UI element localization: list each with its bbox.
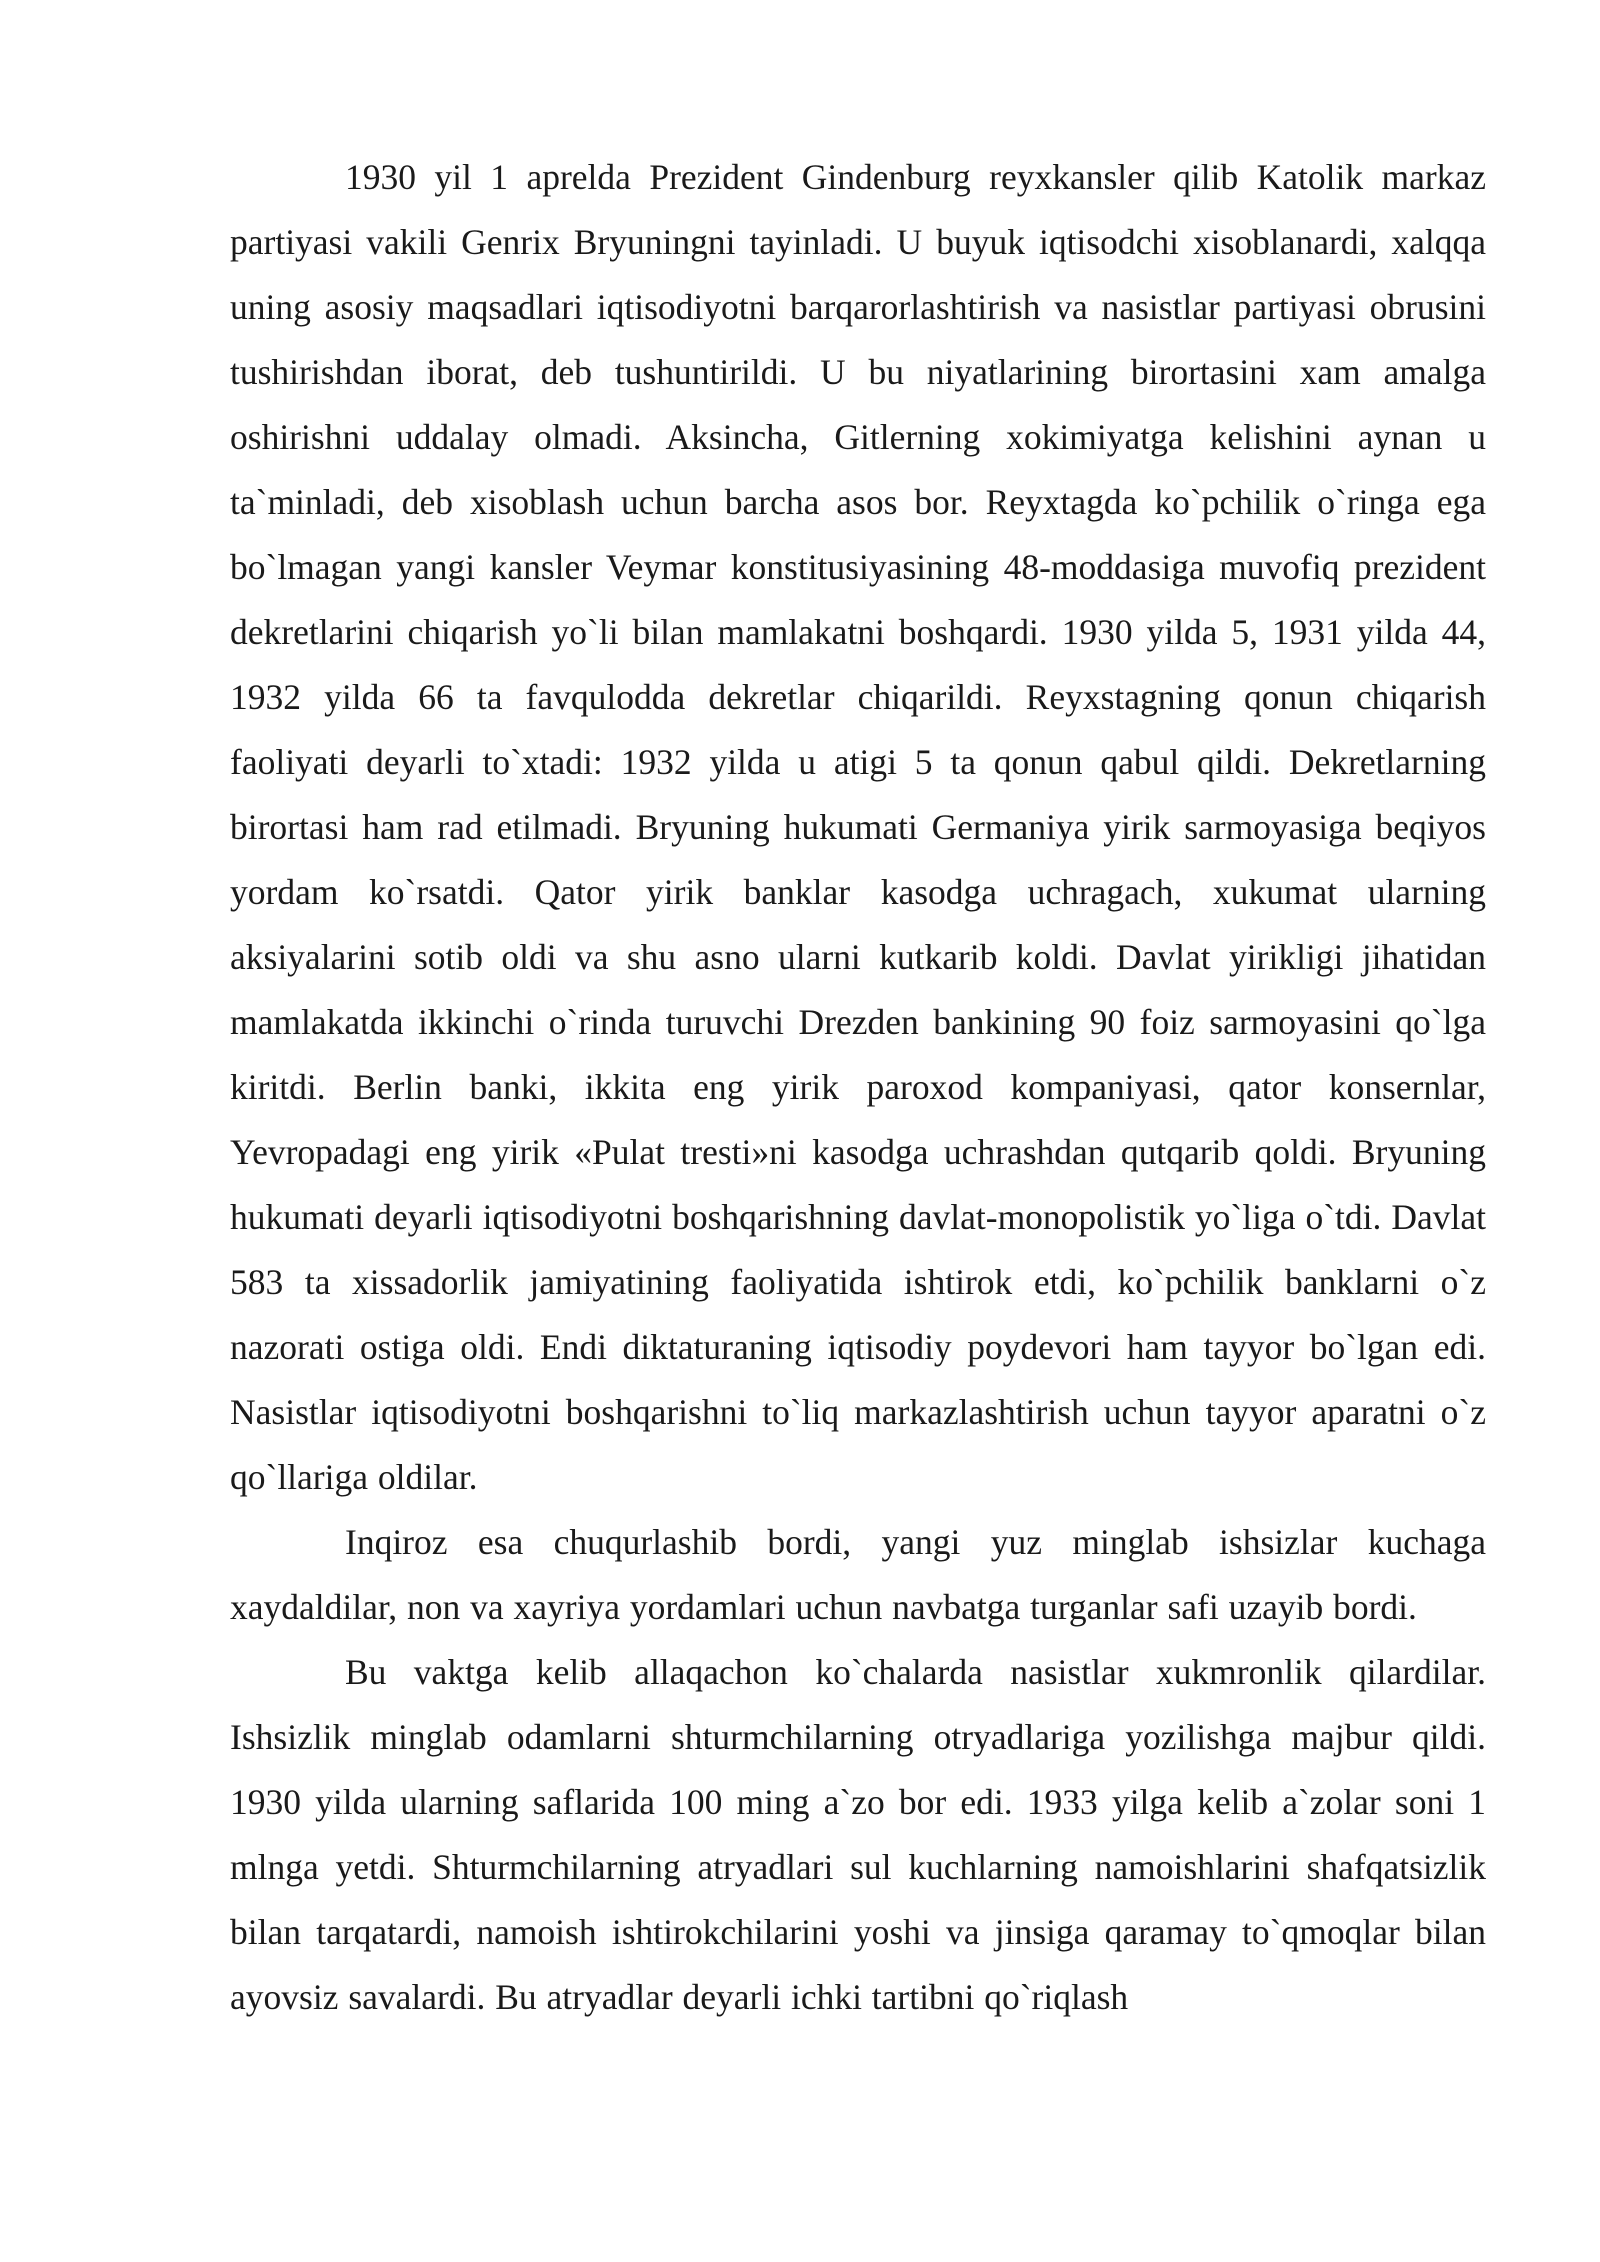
paragraph: Bu vaktga kelib allaqachon ko`chalarda nasistlar xukmronlik qilardilar. Ishsizlik minglab odamlarni shturmchilarning otryadlariga yozilishga majbur qildi. 1930 yilda ularning saflarida 100 ming a`zo bor edi. 1933 yilga kelib a`zolar soni 1 mlnga yetdi. Shturmchilarning atryadlari sul kuchlarning namoishlarini shafqatsizlik bilan tarqatardi, namoish ishtirokchilarini yoshi va jinsiga qaramay to`qmoqlar bilan ayovsiz savalardi. Bu atryadlar deyarli ichki tartibni qo`riqlash (230, 1652, 1486, 2017)
document-page (230, 145, 1486, 2030)
paragraph: Inqiroz esa chuqurlashib bordi, yangi yuz minglab ishsizlar kuchaga xaydaldilar, non va xayriya yordamlari uchun navbatga turganlar safi uzayib bordi. (230, 1522, 1486, 1627)
paragraph: 1930 yil 1 aprelda Prezident Gindenburg reyxkansler qilib Katolik markaz partiyasi vakili Genrix Bryuningni tayinladi. U buyuk iqtisodchi xisoblanardi, xalqqa uning asosiy maqsadlari iqtisodiyotni barqarorlashtirish va nasistlar partiyasi obrusini tushirishdan iborat, deb tushuntirildi. U bu niyatlarining birortasini xam amalga oshirishni uddalay olmadi. Aksincha, Gitlerning xokimiyatga kelishini aynan u ta`minladi, deb xisoblash uchun barcha asos bor. Reyxtagda ko`pchilik o`ringa ega bo`lmagan yangi kansler Veymar konstitusiyasining 48-moddasiga muvofiq prezident dekretlarini chiqarish yo`li bilan mamlakatni boshqardi. 1930 yilda 5, 1931 yilda 44, 1932 yilda 66 ta favqulodda dekretlar chiqarildi. Reyxstagning qonun chiqarish faoliyati deyarli to`xtadi: 1932 yilda u atigi 5 ta qonun qabul qildi. Dekretlarning birortasi ham rad etilmadi. Bryuning hukumati Germaniya yirik sarmoyasiga beqiyos yordam ko`rsatdi. Qator yirik banklar kasodga uchragach, xukumat ularning aksiyalarini sotib oldi va shu asno ularni kutkarib koldi. Davlat yirikligi jihatidan mamlakatda ikkinchi o`rinda turuvchi Drezden bankining 90 foiz sarmoyasini qo`lga kiritdi. Berlin banki, ikkita eng yirik paroxod kompaniyasi, qator konsernlar, Yevropadagi eng yirik «Pulat tresti»ni kasodga uchrashdan qutqarib qoldi. Bryuning hukumati deyarli iqtisodiyotni boshqarishning davlat-monopolistik yo`liga o`tdi. Davlat 583 ta xissadorlik jamiyatining faoliyatida ishtirok etdi, ko`pchilik banklarni o`z nazorati ostiga oldi. Endi diktaturaning iqtisodiy poydevori ham tayyor bo`lgan edi. Nasistlar iqtisodiyotni boshqarishni to`liq markazlashtirish uchun tayyor aparatni o`z qo`llariga oldilar. (230, 157, 1486, 1497)
